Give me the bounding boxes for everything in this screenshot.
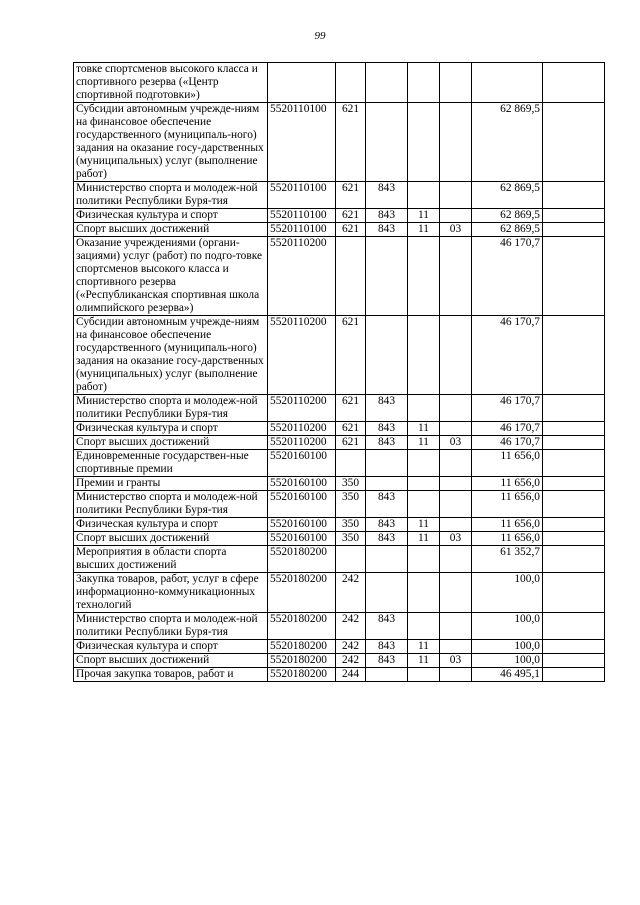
item-name-cell: Закупка товаров, работ, услуг в сфере информационно-коммуникационных технологий <box>74 573 268 613</box>
ministry-code-cell <box>366 63 408 103</box>
table-row <box>74 546 605 573</box>
amount-cell: 61 352,7 <box>472 546 543 573</box>
table-body <box>74 63 605 682</box>
ministry-code-cell <box>366 546 408 573</box>
expense-type-cell: 621 <box>336 395 366 422</box>
section-cell <box>408 477 440 491</box>
amount-cell: 46 170,7 <box>472 395 543 422</box>
section-cell: 11 <box>408 640 440 654</box>
target-code-cell: 5520180200 <box>268 668 336 682</box>
item-name-cell: Субсидии автономным учрежде-ниям на финансовое обеспечение государственного (муниципаль-ного) задания на оказание госу-дарственных (муниципальных) услуг (выполнение работ) <box>74 103 268 182</box>
section-cell: 11 <box>408 654 440 668</box>
extra-cell <box>543 450 605 477</box>
subsection-cell <box>440 477 472 491</box>
target-code-cell: 5520180200 <box>268 613 336 640</box>
subsection-cell <box>440 103 472 182</box>
expense-type-cell: 242 <box>336 640 366 654</box>
extra-cell <box>543 546 605 573</box>
amount-cell: 11 656,0 <box>472 477 543 491</box>
item-name-cell: Физическая культура и спорт <box>74 518 268 532</box>
table-row <box>74 103 605 182</box>
amount-cell: 11 656,0 <box>472 450 543 477</box>
subsection-cell <box>440 395 472 422</box>
table-row <box>74 182 605 209</box>
extra-cell <box>543 182 605 209</box>
target-code-cell: 5520180200 <box>268 546 336 573</box>
extra-cell <box>543 103 605 182</box>
amount-cell: 62 869,5 <box>472 182 543 209</box>
extra-cell <box>543 436 605 450</box>
ministry-code-cell: 843 <box>366 209 408 223</box>
amount-cell: 46 170,7 <box>472 422 543 436</box>
extra-cell <box>543 518 605 532</box>
ministry-code-cell: 843 <box>366 654 408 668</box>
item-name-cell: Спорт высших достижений <box>74 223 268 237</box>
table-row <box>74 450 605 477</box>
expense-type-cell: 621 <box>336 422 366 436</box>
extra-cell <box>543 613 605 640</box>
subsection-cell <box>440 450 472 477</box>
table-row <box>74 395 605 422</box>
table-row <box>74 63 605 103</box>
section-cell: 11 <box>408 532 440 546</box>
ministry-code-cell: 843 <box>366 532 408 546</box>
extra-cell <box>543 532 605 546</box>
extra-cell <box>543 316 605 395</box>
table-row <box>74 654 605 668</box>
table-row <box>74 532 605 546</box>
expense-type-cell: 350 <box>336 491 366 518</box>
section-cell <box>408 395 440 422</box>
target-code-cell: 5520160100 <box>268 518 336 532</box>
item-name-cell: Министерство спорта и молодеж-ной политики Республики Буря-тия <box>74 491 268 518</box>
amount-cell <box>472 63 543 103</box>
amount-cell: 46 170,7 <box>472 316 543 395</box>
target-code-cell: 5520160100 <box>268 477 336 491</box>
subsection-cell <box>440 518 472 532</box>
expense-type-cell: 621 <box>336 436 366 450</box>
amount-cell: 62 869,5 <box>472 103 543 182</box>
item-name-cell: Оказание учреждениями (органи-зациями) услуг (работ) по подго-товке спортсменов высокого класса и спортивного резерва («Республиканская спортивная школа олимпийского резерва») <box>74 237 268 316</box>
subsection-cell <box>440 546 472 573</box>
target-code-cell: 5520110200 <box>268 316 336 395</box>
target-code-cell: 5520160100 <box>268 532 336 546</box>
ministry-code-cell: 843 <box>366 491 408 518</box>
expense-type-cell: 621 <box>336 316 366 395</box>
section-cell: 11 <box>408 209 440 223</box>
ministry-code-cell <box>366 450 408 477</box>
ministry-code-cell <box>366 477 408 491</box>
target-code-cell: 5520110100 <box>268 182 336 209</box>
section-cell <box>408 450 440 477</box>
table-row <box>74 436 605 450</box>
extra-cell <box>543 668 605 682</box>
ministry-code-cell <box>366 668 408 682</box>
subsection-cell <box>440 316 472 395</box>
extra-cell <box>543 223 605 237</box>
ministry-code-cell: 843 <box>366 436 408 450</box>
item-name-cell: Физическая культура и спорт <box>74 422 268 436</box>
extra-cell <box>543 491 605 518</box>
target-code-cell: 5520110200 <box>268 436 336 450</box>
target-code-cell: 5520110100 <box>268 103 336 182</box>
amount-cell: 46 170,7 <box>472 237 543 316</box>
amount-cell: 46 495,1 <box>472 668 543 682</box>
table-row <box>74 518 605 532</box>
expense-type-cell: 242 <box>336 613 366 640</box>
subsection-cell: 03 <box>440 654 472 668</box>
ministry-code-cell <box>366 573 408 613</box>
expense-type-cell: 621 <box>336 223 366 237</box>
ministry-code-cell: 843 <box>366 640 408 654</box>
expense-type-cell: 242 <box>336 573 366 613</box>
item-name-cell: Спорт высших достижений <box>74 654 268 668</box>
amount-cell: 100,0 <box>472 613 543 640</box>
ministry-code-cell: 843 <box>366 223 408 237</box>
ministry-code-cell: 843 <box>366 395 408 422</box>
subsection-cell <box>440 640 472 654</box>
item-name-cell: Министерство спорта и молодеж-ной политики Республики Буря-тия <box>74 395 268 422</box>
subsection-cell <box>440 237 472 316</box>
extra-cell <box>543 640 605 654</box>
item-name-cell: Физическая культура и спорт <box>74 209 268 223</box>
extra-cell <box>543 237 605 316</box>
amount-cell: 11 656,0 <box>472 532 543 546</box>
target-code-cell: 5520110100 <box>268 209 336 223</box>
extra-cell <box>543 477 605 491</box>
item-name-cell: Спорт высших достижений <box>74 532 268 546</box>
subsection-cell <box>440 491 472 518</box>
target-code-cell: 5520160100 <box>268 491 336 518</box>
table-row <box>74 640 605 654</box>
target-code-cell: 5520110200 <box>268 395 336 422</box>
item-name-cell: Единовременные государствен-ные спортивные премии <box>74 450 268 477</box>
subsection-cell: 03 <box>440 532 472 546</box>
section-cell: 11 <box>408 518 440 532</box>
item-name-cell: Мероприятия в области спорта высших достижений <box>74 546 268 573</box>
amount-cell: 100,0 <box>472 573 543 613</box>
subsection-cell <box>440 182 472 209</box>
section-cell <box>408 103 440 182</box>
target-code-cell: 5520160100 <box>268 450 336 477</box>
ministry-code-cell: 843 <box>366 182 408 209</box>
table-row <box>74 237 605 316</box>
item-name-cell: Премии и гранты <box>74 477 268 491</box>
ministry-code-cell: 843 <box>366 518 408 532</box>
section-cell <box>408 316 440 395</box>
expense-type-cell: 242 <box>336 654 366 668</box>
ministry-code-cell <box>366 316 408 395</box>
item-name-cell: Физическая культура и спорт <box>74 640 268 654</box>
amount-cell: 11 656,0 <box>472 518 543 532</box>
target-code-cell: 5520180200 <box>268 640 336 654</box>
table-row <box>74 209 605 223</box>
section-cell <box>408 63 440 103</box>
expense-type-cell <box>336 450 366 477</box>
page-number: 99 <box>314 30 326 42</box>
subsection-cell <box>440 613 472 640</box>
subsection-cell <box>440 63 472 103</box>
expense-type-cell: 350 <box>336 477 366 491</box>
amount-cell: 62 869,5 <box>472 223 543 237</box>
ministry-code-cell: 843 <box>366 422 408 436</box>
subsection-cell <box>440 209 472 223</box>
table-row <box>74 668 605 682</box>
amount-cell: 100,0 <box>472 640 543 654</box>
target-code-cell: 5520110200 <box>268 422 336 436</box>
section-cell: 11 <box>408 422 440 436</box>
ministry-code-cell: 843 <box>366 613 408 640</box>
extra-cell <box>543 422 605 436</box>
section-cell: 11 <box>408 223 440 237</box>
subsection-cell: 03 <box>440 223 472 237</box>
amount-cell: 11 656,0 <box>472 491 543 518</box>
expense-type-cell: 621 <box>336 103 366 182</box>
extra-cell <box>543 63 605 103</box>
item-name-cell: товке спортсменов высокого класса и спортивного резерва («Центр спортивной подготовки») <box>74 63 268 103</box>
item-name-cell: Министерство спорта и молодеж-ной политики Республики Буря-тия <box>74 613 268 640</box>
expense-type-cell <box>336 237 366 316</box>
target-code-cell: 5520180200 <box>268 573 336 613</box>
expense-type-cell: 621 <box>336 209 366 223</box>
table-row <box>74 573 605 613</box>
expense-type-cell: 244 <box>336 668 366 682</box>
expense-type-cell: 350 <box>336 532 366 546</box>
target-code-cell: 5520110100 <box>268 223 336 237</box>
section-cell <box>408 182 440 209</box>
budget-table <box>73 62 605 682</box>
extra-cell <box>543 395 605 422</box>
target-code-cell: 5520110200 <box>268 237 336 316</box>
subsection-cell <box>440 668 472 682</box>
target-code-cell: 5520180200 <box>268 654 336 668</box>
table-row <box>74 223 605 237</box>
extra-cell <box>543 573 605 613</box>
subsection-cell <box>440 422 472 436</box>
table-row <box>74 477 605 491</box>
item-name-cell: Спорт высших достижений <box>74 436 268 450</box>
section-cell <box>408 491 440 518</box>
subsection-cell <box>440 573 472 613</box>
item-name-cell: Субсидии автономным учрежде-ниям на финансовое обеспечение государственного (муниципаль-ного) задания на оказание госу-дарственных (муниципальных) услуг (выполнение работ) <box>74 316 268 395</box>
table-row <box>74 613 605 640</box>
table-row <box>74 491 605 518</box>
item-name-cell: Министерство спорта и молодеж-ной политики Республики Буря-тия <box>74 182 268 209</box>
expense-type-cell: 621 <box>336 182 366 209</box>
table-row <box>74 316 605 395</box>
section-cell <box>408 546 440 573</box>
section-cell: 11 <box>408 436 440 450</box>
ministry-code-cell <box>366 237 408 316</box>
subsection-cell: 03 <box>440 436 472 450</box>
table-row <box>74 422 605 436</box>
section-cell <box>408 573 440 613</box>
expense-type-cell: 350 <box>336 518 366 532</box>
item-name-cell: Прочая закупка товаров, работ и <box>74 668 268 682</box>
extra-cell <box>543 654 605 668</box>
section-cell <box>408 668 440 682</box>
extra-cell <box>543 209 605 223</box>
ministry-code-cell <box>366 103 408 182</box>
amount-cell: 62 869,5 <box>472 209 543 223</box>
target-code-cell <box>268 63 336 103</box>
expense-type-cell <box>336 63 366 103</box>
amount-cell: 46 170,7 <box>472 436 543 450</box>
amount-cell: 100,0 <box>472 654 543 668</box>
section-cell <box>408 613 440 640</box>
section-cell <box>408 237 440 316</box>
expense-type-cell <box>336 546 366 573</box>
